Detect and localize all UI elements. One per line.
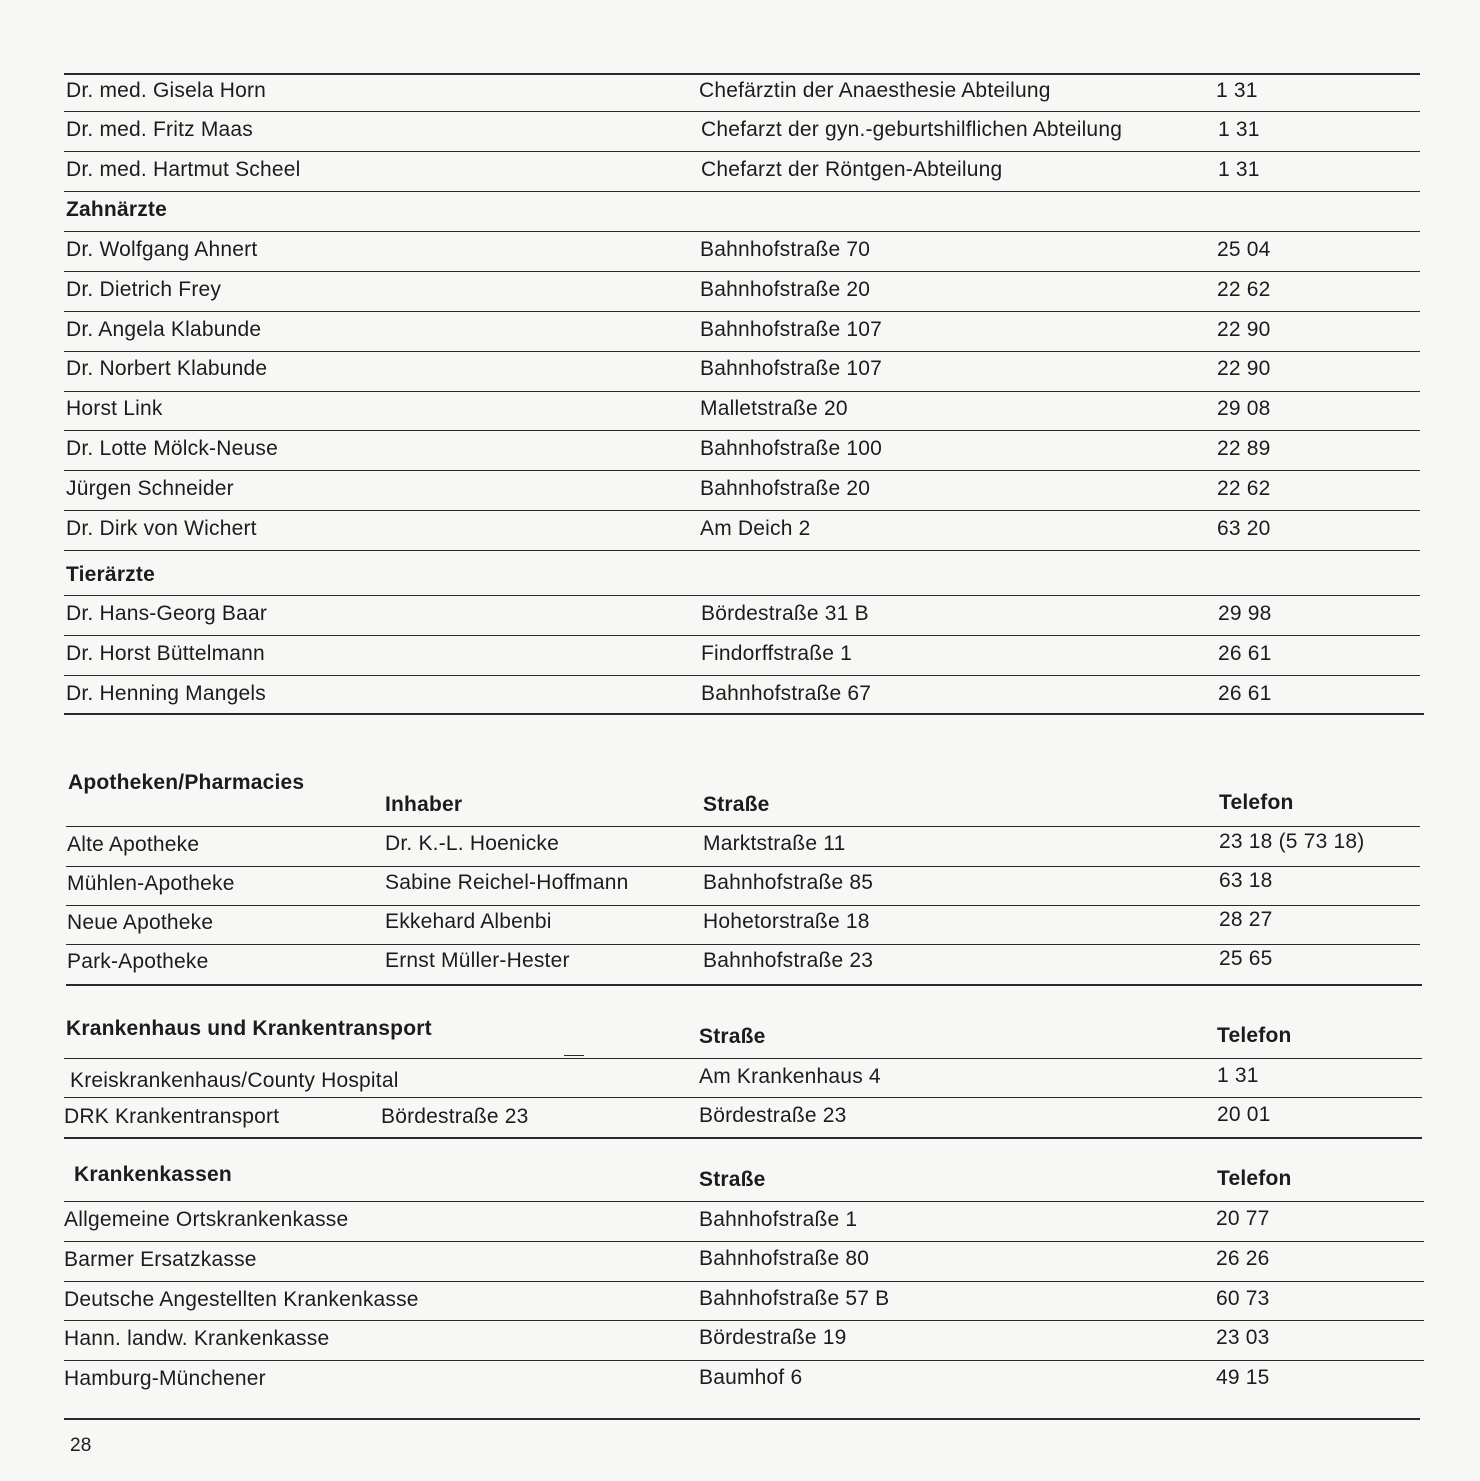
- row-divider: [64, 595, 1420, 596]
- row-divider: [64, 151, 1420, 152]
- pharmacy-name: Neue Apotheke: [67, 911, 214, 934]
- dentist-name: Dr. Dietrich Frey: [66, 278, 222, 301]
- page-bottom-rule: [64, 1418, 1420, 1420]
- column-header-street: Straße: [703, 793, 770, 816]
- doctor-name: Dr. med. Gisela Horn: [66, 79, 267, 102]
- vet-phone: 26 61: [1218, 642, 1272, 665]
- column-header-street: Straße: [699, 1168, 766, 1191]
- pharmacy-owner: Sabine Reichel-Hoffmann: [385, 871, 629, 894]
- dentist-phone: 22 62: [1217, 477, 1271, 500]
- pharmacy-owner: Ernst Müller-Hester: [385, 949, 570, 972]
- pharmacy-phone: 25 65: [1219, 947, 1273, 970]
- vet-street: Bahnhofstraße 67: [701, 682, 872, 705]
- row-divider: [66, 905, 1420, 906]
- row-divider: [66, 826, 1420, 827]
- pharmacy-phone: 23 18 (5 73 18): [1219, 830, 1365, 853]
- pharmacy-name: Park-Apotheke: [67, 950, 209, 973]
- hospital-street: Bördestraße 23: [699, 1104, 847, 1127]
- pharmacy-name: Mühlen-Apotheke: [67, 872, 235, 895]
- row-divider: [64, 271, 1420, 272]
- dentist-phone: 22 62: [1217, 278, 1271, 301]
- table-top-rule: [64, 73, 1420, 75]
- page-number: 28: [70, 1435, 92, 1456]
- row-divider: [64, 1360, 1424, 1361]
- doctor-phone: 1 31: [1218, 158, 1260, 181]
- insurance-name: Hann. landw. Krankenkasse: [64, 1327, 330, 1350]
- insurance-street: Bahnhofstraße 80: [699, 1247, 870, 1270]
- insurance-name: Deutsche Angestellten Krankenkasse: [64, 1288, 419, 1311]
- row-divider: [64, 1201, 1424, 1202]
- dentist-phone: 22 90: [1217, 318, 1271, 341]
- vet-phone: 26 61: [1218, 682, 1272, 705]
- insurance-phone: 23 03: [1216, 1326, 1270, 1349]
- dentist-street: Bahnhofstraße 70: [700, 238, 871, 261]
- dentist-name: Dr. Dirk von Wichert: [66, 517, 257, 540]
- section-heading-pharmacies: Apotheken/Pharmacies: [68, 771, 305, 794]
- section-heading-hospital: Krankenhaus und Krankentransport: [66, 1017, 432, 1040]
- pharmacy-street: Bahnhofstraße 23: [703, 949, 874, 972]
- dentist-street: Bahnhofstraße 20: [700, 278, 871, 301]
- insurance-name: Barmer Ersatzkasse: [64, 1248, 257, 1271]
- insurance-name: Hamburg-Münchener: [64, 1367, 266, 1390]
- insurance-phone: 60 73: [1216, 1287, 1270, 1310]
- insurance-phone: 26 26: [1216, 1247, 1270, 1270]
- pharmacy-owner: Dr. K.-L. Hoenicke: [385, 832, 559, 855]
- row-divider: [66, 944, 1420, 945]
- doctor-name: Dr. med. Fritz Maas: [66, 118, 253, 141]
- pharmacy-name: Alte Apotheke: [67, 833, 200, 856]
- column-header-phone: Telefon: [1219, 791, 1294, 814]
- doctor-name: Dr. med. Hartmut Scheel: [66, 158, 301, 181]
- row-divider: [66, 866, 1420, 867]
- vet-phone: 29 98: [1218, 602, 1272, 625]
- column-header-street: Straße: [699, 1025, 766, 1048]
- section-end-rule: [64, 713, 1424, 715]
- insurance-phone: 20 77: [1216, 1207, 1270, 1230]
- hospital-phone: 20 01: [1217, 1103, 1271, 1126]
- dentist-phone: 63 20: [1217, 517, 1271, 540]
- dentist-name: Dr. Lotte Mölck-Neuse: [66, 437, 278, 460]
- dentist-phone: 25 04: [1217, 238, 1271, 261]
- hospital-extra-street: Bördestraße 23: [381, 1105, 529, 1128]
- vet-name: Dr. Hans-Georg Baar: [66, 602, 268, 625]
- pharmacy-phone: 28 27: [1219, 908, 1273, 931]
- row-divider: [64, 231, 1420, 232]
- vet-street: Bördestraße 31 B: [701, 602, 869, 625]
- hospital-street: Am Krankenhaus 4: [699, 1065, 881, 1088]
- column-header-phone: Telefon: [1217, 1024, 1292, 1047]
- dentist-street: Bahnhofstraße 20: [700, 477, 871, 500]
- doctor-position: Chefarzt der gyn.-geburtshilflichen Abteilung: [701, 118, 1123, 141]
- insurance-street: Bahnhofstraße 1: [699, 1208, 858, 1231]
- pharmacy-owner: Ekkehard Albenbi: [385, 910, 552, 933]
- doctor-position: Chefarzt der Röntgen-Abteilung: [701, 158, 1003, 181]
- stray-mark: [564, 1055, 584, 1056]
- row-divider: [64, 1241, 1424, 1242]
- insurance-name: Allgemeine Ortskrankenkasse: [64, 1208, 349, 1231]
- column-header-owner: Inhaber: [385, 793, 463, 816]
- section-heading-vets: Tierärzte: [66, 563, 155, 586]
- row-divider: [64, 1320, 1424, 1321]
- row-divider: [64, 111, 1420, 112]
- row-divider: [64, 635, 1420, 636]
- pharmacy-street: Hohetorstraße 18: [703, 910, 870, 933]
- section-end-rule: [64, 1137, 1422, 1139]
- hospital-name: DRK Krankentransport: [64, 1105, 280, 1128]
- dentist-street: Am Deich 2: [700, 517, 811, 540]
- pharmacy-phone: 63 18: [1219, 869, 1273, 892]
- vet-name: Dr. Henning Mangels: [66, 682, 266, 705]
- doctor-phone: 1 31: [1218, 118, 1260, 141]
- dentist-name: Horst Link: [66, 397, 163, 420]
- dentist-phone: 22 90: [1217, 357, 1271, 380]
- dentist-street: Bahnhofstraße 107: [700, 318, 883, 341]
- doctor-phone: 1 31: [1216, 79, 1258, 102]
- section-heading-dentists: Zahnärzte: [66, 198, 167, 221]
- row-divider: [64, 1097, 1422, 1098]
- vet-street: Findorffstraße 1: [701, 642, 853, 665]
- dentist-name: Dr. Angela Klabunde: [66, 318, 262, 341]
- dentist-phone: 29 08: [1217, 397, 1271, 420]
- row-divider: [64, 191, 1420, 192]
- dentist-name: Jürgen Schneider: [66, 477, 234, 500]
- dentist-name: Dr. Norbert Klabunde: [66, 357, 268, 380]
- vet-name: Dr. Horst Büttelmann: [66, 642, 265, 665]
- row-divider: [64, 675, 1420, 676]
- section-heading-insurance: Krankenkassen: [74, 1163, 232, 1186]
- insurance-street: Bahnhofstraße 57 B: [699, 1287, 890, 1310]
- pharmacy-street: Bahnhofstraße 85: [703, 871, 874, 894]
- column-header-phone: Telefon: [1217, 1167, 1292, 1190]
- row-divider: [64, 1058, 1422, 1059]
- insurance-street: Baumhof 6: [699, 1366, 803, 1389]
- row-divider: [64, 510, 1420, 511]
- dentist-phone: 22 89: [1217, 437, 1271, 460]
- row-divider: [64, 351, 1420, 352]
- dentist-street: Bahnhofstraße 100: [700, 437, 883, 460]
- row-divider: [64, 470, 1420, 471]
- insurance-phone: 49 15: [1216, 1366, 1270, 1389]
- doctor-position: Chefärztin der Anaesthesie Abteilung: [699, 79, 1051, 102]
- section-end-rule: [66, 984, 1422, 986]
- dentist-street: Malletstraße 20: [700, 397, 848, 420]
- row-divider: [64, 311, 1420, 312]
- hospital-phone: 1 31: [1217, 1064, 1259, 1087]
- hospital-name: Kreiskrankenhaus/County Hospital: [70, 1069, 399, 1092]
- row-divider: [64, 1281, 1424, 1282]
- dentist-street: Bahnhofstraße 107: [700, 357, 883, 380]
- row-divider: [64, 430, 1420, 431]
- dentist-name: Dr. Wolfgang Ahnert: [66, 238, 258, 261]
- pharmacy-street: Marktstraße 11: [703, 832, 846, 855]
- insurance-street: Bördestraße 19: [699, 1326, 847, 1349]
- row-divider: [64, 391, 1420, 392]
- row-divider: [64, 550, 1420, 551]
